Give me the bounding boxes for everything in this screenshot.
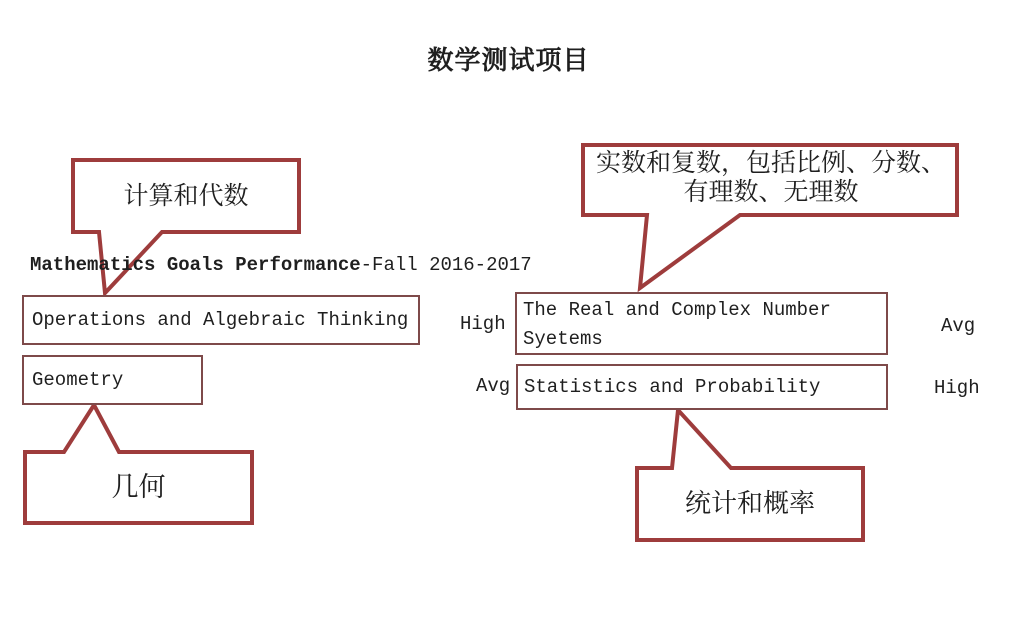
score-statistics: High: [934, 377, 980, 399]
score-real-complex: Avg: [941, 315, 976, 337]
callout-label-geometry: 几何: [111, 472, 166, 503]
page-title: 数学测试项目: [427, 46, 590, 76]
callout-label-statistics: 统计和概率: [684, 489, 815, 519]
subject-box-statistics: Statistics and Probability: [516, 364, 888, 410]
subject-box-geometry: Geometry: [22, 355, 203, 405]
report-header: [30, 254, 532, 276]
report-header-title: Mathematics Goals Performance: [30, 254, 361, 276]
report-header-term: -Fall 2016-2017: [360, 254, 532, 276]
subject-box-operations: Operations and Algebraic Thinking: [22, 295, 420, 345]
score-operations: High: [460, 313, 506, 335]
subject-box-real-complex: The Real and Complex Number Syetems: [515, 292, 888, 355]
score-geometry: Avg: [476, 375, 511, 397]
callout-label-real-complex: 实数和复数，包括比例、分数、有理数、无理数: [595, 148, 946, 206]
callout-label-operations: 计算和代数: [123, 181, 249, 210]
